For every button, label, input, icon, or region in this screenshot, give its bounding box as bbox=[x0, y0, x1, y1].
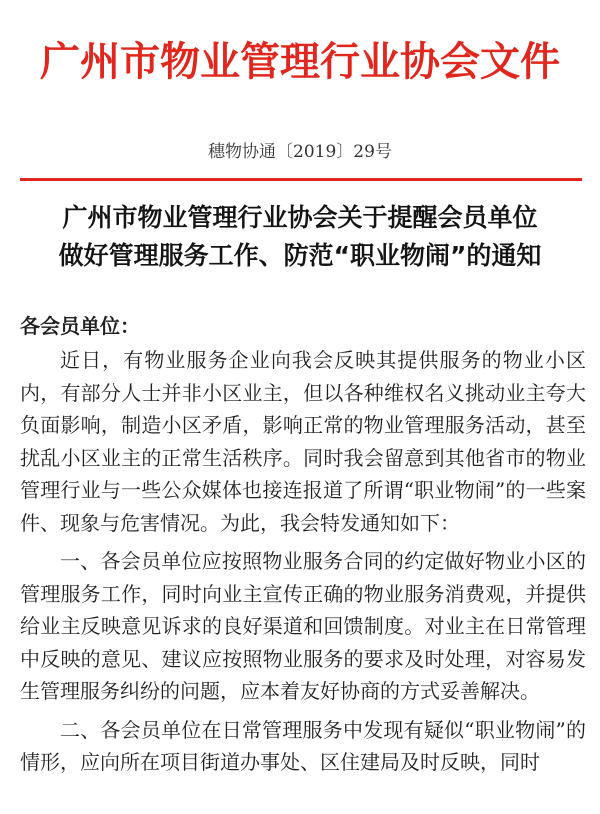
salutation: 各会员单位： bbox=[20, 314, 140, 338]
body-paragraph: 近日，有物业服务企业向我会反映其提供服务的物业小区内，有部分人士并非小区业主，但以各种维权名义挑动业主夸大负面影响，制造小区矛盾，影响正常的物业管理服务活动，甚至扰乱小区业主的正常生活秩序。同时我会留意到其他省市的物业管理行业与一些公众媒体也接连报道了所谓“职业物闹”的一些案件、现象与危害情况。为此，我会特发通知如下： bbox=[20, 348, 586, 535]
notice-body bbox=[20, 310, 586, 785]
notice-title-line-2: 做好管理服务工作、防范“职业物闹”的通知 bbox=[58, 241, 542, 270]
document-number: 穗物协通〔2019〕29号 bbox=[208, 142, 392, 162]
red-divider-line bbox=[20, 178, 582, 181]
body-paragraph: 一、各会员单位应按照物业服务合同的约定做好物业小区的管理服务工作，同时向业主宣传正确的物业服务消费观，并提供给业主反映意见诉求的良好渠道和回馈制度。对业主在日常管理中反映的意见、建议应按照物业服务的要求及时处理，对容易发生管理服务纠纷的问题，应本着友好协商的方式妥善解决。 bbox=[20, 549, 586, 703]
notice-title-line-1: 广州市物业管理行业协会关于提醒会员单位 bbox=[62, 203, 538, 232]
body-paragraph: 二、各会员单位在日常管理服务中发现有疑似“职业物闹”的情形，应向所在项目街道办事处、区住建局及时反映，同时 bbox=[20, 717, 586, 774]
notice-title bbox=[0, 199, 600, 275]
document-header-title: 广州市物业管理行业协会文件 bbox=[40, 39, 560, 85]
